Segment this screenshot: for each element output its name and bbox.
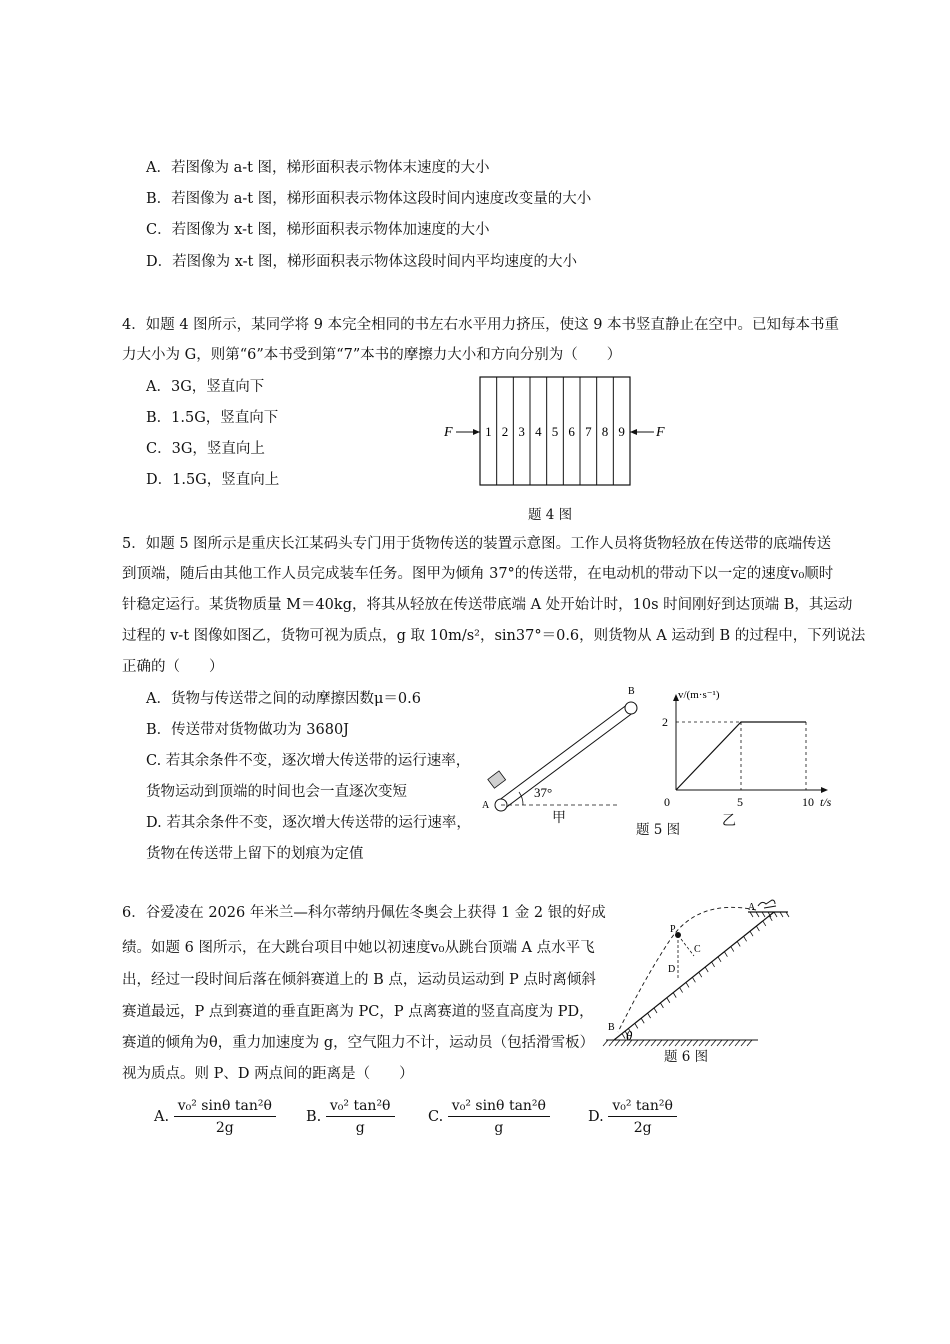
q5-option-d-line1: D. 若其余条件不变，逐次增大传送带的运行速率， <box>146 815 471 831</box>
x-tick-label: 5 <box>737 795 743 809</box>
ground-hatch-line <box>603 1040 608 1046</box>
option-numerator: v₀² tan²θ <box>326 1098 395 1117</box>
x-axis-label: t/s <box>820 795 832 809</box>
q5-stem-line4: 过程的 v-t 图像如图乙，货物可视为质点，g 取 10m/s²，sin37°＝0.6，则货物从 A 运动到 B 的过程中，下列说法 <box>122 628 866 644</box>
book-number-label: 2 <box>501 424 509 439</box>
slope-hatch-line <box>705 967 708 972</box>
ground-hatch-line <box>609 1040 614 1046</box>
q5-fig-jia-caption: 甲 <box>552 810 566 826</box>
option-label: B. <box>306 1109 322 1125</box>
q5-figure-caption: 题 5 图 <box>636 822 681 838</box>
label-d: D <box>668 964 676 975</box>
ground-hatch-line <box>639 1040 644 1046</box>
option-label: C. <box>428 1109 444 1125</box>
q3-option-b: B．若图像为 a-t 图，梯形面积表示物体这段时间内速度改变量的大小 <box>146 191 592 207</box>
q3-option-d: D．若图像为 x-t 图，梯形面积表示物体这段时间内平均速度的大小 <box>146 254 577 270</box>
q6-option-a <box>154 1098 276 1136</box>
slope-hatch-line <box>680 988 683 993</box>
slope-hatch-line <box>673 993 676 998</box>
trajectory-path <box>618 907 756 1032</box>
option-denominator: 2g <box>633 1120 652 1136</box>
q6-stem-line1: 6．谷爱凌在 2026 年米兰—科尔蒂纳丹佩佐冬奥会上获得 1 金 2 银的好成 <box>122 905 606 921</box>
slope-hatch-line <box>712 962 715 967</box>
slope-hatch-line <box>660 1003 663 1008</box>
book-number-label: 7 <box>585 424 592 439</box>
q5-stem-line5: 正确的（ ） <box>122 659 224 675</box>
label-c: C <box>694 944 701 955</box>
q5-option-c-line1: C. 若其余条件不变，逐次增大传送带的运行速率， <box>146 753 471 769</box>
label-b: B <box>608 1022 615 1033</box>
slope-hatch-line <box>635 1023 638 1028</box>
book-number-label: 4 <box>535 424 542 439</box>
q6-figure-caption: 题 6 图 <box>664 1049 709 1065</box>
force-right-arrowhead <box>630 429 637 435</box>
slope-hatch-line <box>692 977 695 982</box>
slope-hatch-line <box>718 957 721 962</box>
option-label: A. <box>154 1109 170 1125</box>
label-p: P <box>670 924 676 935</box>
belt-lower <box>504 712 634 809</box>
ground-hatch-line <box>711 1040 716 1046</box>
option-numerator: v₀² tan²θ <box>608 1098 677 1117</box>
ground-hatch-line <box>735 1040 740 1046</box>
platform-hatch-line <box>774 912 777 917</box>
q5-stem-line2: 到顶端，随后由其他工作人员完成装车任务。图甲为倾角 37°的传送带，在电动机的带动下以一定的速度v₀顺时 <box>122 566 834 582</box>
ground-hatch-line <box>729 1040 734 1046</box>
option-numerator: v₀² sinθ tan²θ <box>174 1098 276 1117</box>
option-denominator: 2g <box>215 1120 234 1136</box>
angle-arc <box>519 792 523 805</box>
slope-hatch-line <box>737 941 740 946</box>
label-b: B <box>628 686 635 697</box>
ground-hatch-line <box>651 1040 656 1046</box>
slope-hatch-line <box>699 972 702 977</box>
slope-hatch-line <box>641 1018 644 1023</box>
slope-hatch-line <box>667 998 670 1003</box>
q6-ski-jump-figure <box>598 890 798 1050</box>
option-label: D. <box>588 1109 604 1125</box>
x-tick-label: 10 <box>802 795 814 809</box>
option-denominator: g <box>494 1120 504 1136</box>
ground-hatch-line <box>633 1040 638 1046</box>
q4-stem-line1: 4．如题 4 图所示，某同学将 9 本完全相同的书左右水平用力挤压，使这 9 本书竖直静止在空中。已知每本书重 <box>122 317 840 333</box>
vt-chart <box>646 684 832 814</box>
slope-hatch-line <box>763 921 766 926</box>
q4-figure-caption: 题 4 图 <box>528 507 573 523</box>
platform-hatch-line <box>756 912 759 917</box>
book-number-label: 8 <box>601 424 609 439</box>
slope-hatch-line <box>654 1008 657 1013</box>
q5-option-d-line2: 货物在传送带上留下的划痕为定值 <box>146 846 364 862</box>
platform-hatch-line <box>786 912 789 917</box>
segment-pc <box>678 935 694 956</box>
q5-option-b: B．传送带对货物做功为 3680J <box>146 722 349 738</box>
slope-hatch-line <box>686 982 689 987</box>
x-tick-label: 0 <box>664 795 670 809</box>
q6-stem-line3: 出，经过一段时间后落在倾斜赛道上的 B 点，运动员运动到 P 点时离倾斜 <box>122 972 596 988</box>
q5-option-c-line2: 货物运动到顶端的时间也会一直逐次变短 <box>146 784 407 800</box>
ground-hatch-line <box>615 1040 620 1046</box>
book-number-label: 9 <box>618 424 625 439</box>
q6-stem-line6: 视为质点。则 P、D 两点间的距离是（ ） <box>122 1066 414 1082</box>
q4-option-c: C．3G，竖直向上 <box>146 441 265 457</box>
option-numerator: v₀² sinθ tan²θ <box>448 1098 550 1117</box>
platform-hatch-line <box>762 912 765 917</box>
q6-stem-line4: 赛道最远，P 点到赛道的垂直距离为 PC，P 点离赛道的竖直高度为 PD， <box>122 1004 594 1020</box>
q6-option-c <box>428 1098 550 1136</box>
force-left-arrowhead <box>473 429 480 435</box>
q4-option-d: D．1.5G，竖直向上 <box>146 472 280 488</box>
label-theta: θ <box>626 1028 633 1043</box>
q4-books-figure <box>440 372 680 492</box>
q3-option-a: A．若图像为 a-t 图，梯形面积表示物体末速度的大小 <box>146 160 490 176</box>
ground-hatch-line <box>723 1040 728 1046</box>
label-a: A <box>748 902 756 913</box>
y-axis-label: v/(m·s⁻¹) <box>678 689 720 701</box>
force-right-label: F <box>656 425 665 440</box>
q3-option-c: C．若图像为 x-t 图，梯形面积表示物体加速度的大小 <box>146 222 490 238</box>
vt-series-line <box>676 722 806 790</box>
q6-option-d <box>588 1098 677 1136</box>
skier-icon <box>758 900 776 908</box>
ground-hatch-line <box>741 1040 746 1046</box>
slope-hatch-line <box>744 936 747 941</box>
ground-hatch-line <box>747 1040 752 1046</box>
force-left-label: F <box>444 425 453 440</box>
slope-hatch-line <box>622 1034 625 1039</box>
x-axis-arrowhead <box>821 787 828 793</box>
book-number-label: 1 <box>485 424 492 439</box>
option-denominator: g <box>355 1120 365 1136</box>
q6-stem-line2: 绩。如题 6 图所示，在大跳台项目中她以初速度v₀从跳台顶端 A 点水平飞 <box>122 940 595 956</box>
q5-option-a: A．货物与传送带之间的动摩擦因数μ＝0.6 <box>146 691 421 707</box>
cargo-box <box>488 771 506 788</box>
slope-hatch-line <box>756 926 759 931</box>
book-number-label: 3 <box>518 424 525 439</box>
label-a: A <box>482 800 490 811</box>
q4-option-a: A．3G，竖直向下 <box>146 379 265 395</box>
ground-hatch-line <box>717 1040 722 1046</box>
ground-hatch-line <box>657 1040 662 1046</box>
ground-hatch-line <box>645 1040 650 1046</box>
slope-hatch-line <box>648 1013 651 1018</box>
q6-stem-line5: 赛道的倾角为θ，重力加速度为 g，空气阻力不计，运动员（包括滑雪板） <box>122 1035 595 1051</box>
slope-hatch-line <box>750 931 753 936</box>
q6-option-b <box>306 1098 395 1136</box>
q5-stem-line3: 针稳定运行。某货物质量 M＝40kg，将其从轻放在传送带底端 A 处开始计时，10s 时间刚好到达顶端 B，其运动 <box>122 597 853 613</box>
slope-hatch-line <box>731 947 734 952</box>
platform-hatch-line <box>780 912 783 917</box>
q5-fig-yi-caption: 乙 <box>722 813 736 829</box>
pulley-b <box>625 702 637 714</box>
q4-option-b: B．1.5G，竖直向下 <box>146 410 279 426</box>
belt-upper <box>498 704 628 801</box>
y-tick-label: 2 <box>662 715 668 729</box>
q4-stem-line2: 力大小为 G，则第“6”本书受到第“7”本书的摩擦力大小和方向分别为（ ） <box>122 347 622 363</box>
book-number-label: 6 <box>568 424 575 439</box>
book-number-label: 5 <box>551 424 559 439</box>
angle-label: 37° <box>534 785 553 800</box>
slope-hatch-line <box>724 952 727 957</box>
q5-stem-line1: 5．如题 5 图所示是重庆长江某码头专门用于货物传送的装置示意图。工作人员将货物轻放在传送带的底端传送 <box>122 536 832 552</box>
